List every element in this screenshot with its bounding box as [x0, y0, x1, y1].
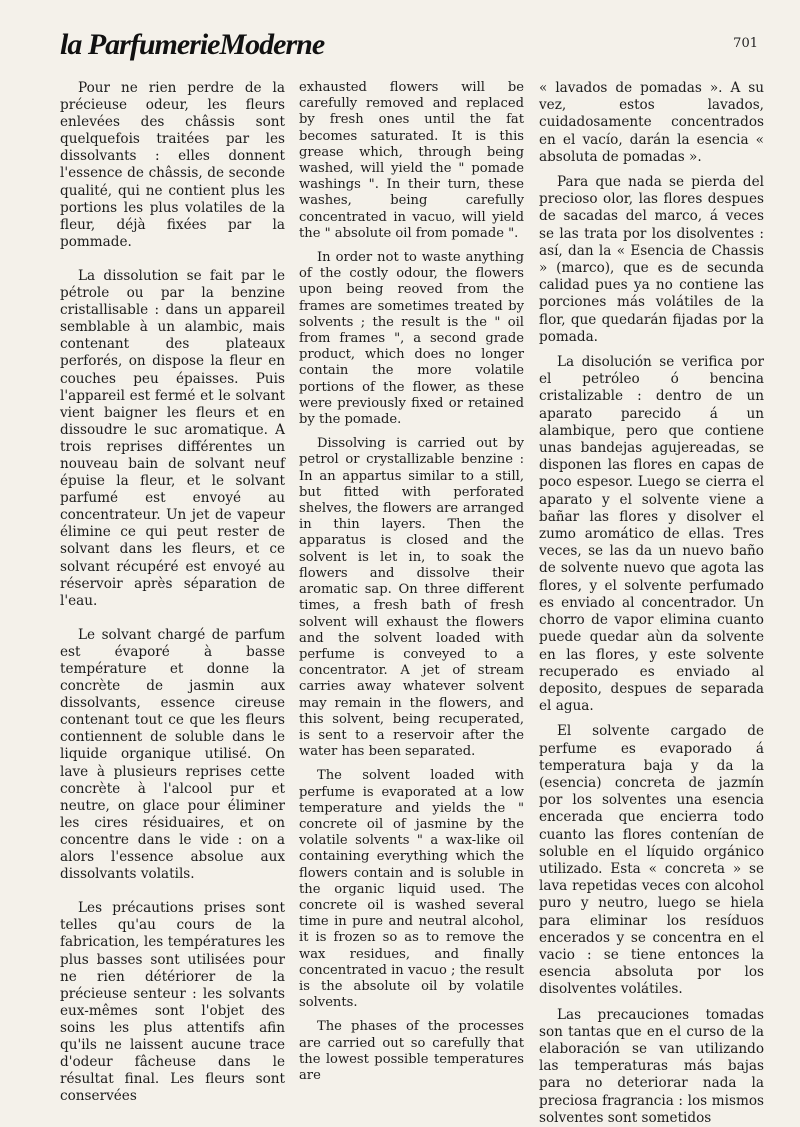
paragraph: exhausted flowers will be carefully removed and replaced by fresh ones until the fat becomes saturated. It is this grease which, through being washed, will yield the " pomade washings ". In their turn, these washes, being carefully concentrated in vacuo, will yield the " absolute oil from pomade ". [299, 80, 524, 241]
paragraph: In order not to waste anything of the costly odour, the flowers upon being reoved from the frames are sometimes treated by solvents ; the result is the " oil from frames ", a second grade product, which does no longer contain the more volatile portions of the flower, as these were previously fixed or retained by the pomade. [299, 250, 524, 428]
paragraph: La dissolution se fait par le pétrole ou par la benzine cristallisable : dans un appareil semblable à un alambic, mais contenant des plateaux perforés, on dispose la fleur en couches peu épaisses. Puis l'appareil est fermé et le solvant vient baigner les fleurs et en dissoudre le suc aromatique. A trois reprises différentes un nouveau bain de solvant neuf épuise la fleur, et le solvant parfumé est envoyé au concentrateur. Un jet de vapeur élimine ce qui peut rester de solvant dans les fleurs, et ce solvant récupéré est envoyé au réservoir après séparation de l'eau. [60, 267, 285, 609]
paragraph: « lavados de pomadas ». A su vez, estos lavados, cuidadosamente concentrados en el vacío, darán la esencia « absoluta de pomadas ». [539, 80, 764, 165]
paragraph: Le solvant chargé de parfum est évaporé à basse température et donne la concrète de jasmin aux dissolvants, essence cireuse contenant tout ce que les fleurs contiennent de soluble dans le liquide organique utilisé. On lave à plusieurs reprises cette concrète à l'alcool pur et neutre, on glace pour éliminer les cires résiduaires, et on concentre dans le vide : on a alors l'essence absolue aux dissolvants volatils. [60, 626, 285, 883]
paragraph: Pour ne rien perdre de la précieuse odeur, les fleurs enlevées des châssis sont quelquefois traitées par les dissolvants : elles donnent l'essence de châssis, de seconde qualité, qui ne contient plus les portions les plus volatiles de la fleur, déjà fixées par la pommade. [60, 80, 285, 250]
column-french [60, 80, 285, 1105]
column-english [299, 80, 524, 1083]
column-spanish [539, 80, 764, 1126]
paragraph: The phases of the processes are carried out so carefully that the lowest possible temperatures are [299, 1019, 524, 1083]
paragraph: Les précautions prises sont telles qu'au cours de la fabrication, les températures les plus basses sont utilisées pour ne rien détériorer de la précieuse senteur : les solvants eux-mêmes sont l'objet des soins les plus attentifs afin qu'ils ne laissent aucune trace d'odeur fâcheuse dans le résultat final. Les fleurs sont conservées [60, 900, 285, 1105]
paragraph: The solvent loaded with perfume is evaporated at a low temperature and yields the " concrete oil of jasmine by the volatile solvents " a wax-like oil containing everything which the flowers contain and is soluble in the organic liquid used. The concrete oil is washed several time in pure and neutral alcohol, it is frozen so as to remove the wax residues, and finally concentrated in vacuo ; the result is the absolute oil by volatile solvents. [299, 768, 524, 1011]
paragraph: Dissolving is carried out by petrol or crystallizable benzine : In an appartus similar to a still, but fitted with perforated shelves, the flowers are arranged in thin layers. Then the apparatus is closed and the solvent is let in, to soak the flowers and dissolve their aromatic sap. On three different times, a fresh bath of fresh solvent will exhaust the flowers and the solvent loaded with perfume is conveyed to a concentrator. A jet of stream carries away whatever solvent may remain in the flowers, and this solvent, being recuperated, is sent to a reservoir after the water has been separated. [299, 436, 524, 760]
paragraph: La disolución se verifica por el petróleo ó bencina cristalizable : dentro de un aparato parecido á un alambique, pero que contiene unas bandejas agujereadas, se disponen las flores en capas de poco espesor. Luego se cierra el aparato y el solvente viene a bañar las flores y disolver el zumo aromático de ellas. Tres veces, se las da un nuevo baño de solvente nuevo que agota las flores, y el solvente perfumado es enviado al concentrador. Un chorro de vapor elimina cuanto puede quedar aùn da solvente en las flores, y este solvente recuperado es enviado al deposito, despues de separada el agua. [539, 354, 764, 715]
paragraph: Las precauciones tomadas son tantas que en el curso de la elaboración se van utilizando las temperaturas más bajas para no deteriorar nada la preciosa fragrancia : los mismos solventes sont sometidos [539, 1006, 764, 1126]
page-number: 701 [733, 36, 758, 51]
paragraph: El solvente cargado de perfume es evaporado á temperatura baja y da la (esencia) concreta de jazmín por los solventes una esencia encerada que encierra todo cuanto las flores contenían de soluble en el líquido orgánico utilizado. Esta « concreta » se lava repetidas veces con alcohol puro y neutro, luego se hiela para eliminar los resíduos encerados y se concentra en el vacio : se tiene entonces la esencia absoluta por los disolventes volátiles. [539, 723, 764, 998]
paragraph: Para que nada se pierda del precioso olor, las flores despues de sacadas del marco, á veces se las trata por los disolventes : así, dan la « Esencia de Chassis » (marco), que es de secunda calidad pues ya no contiene las porciones más volátiles de la flor, que quedarán fijadas por la pomada. [539, 174, 764, 345]
masthead-logo: la ParfumerieModerne [60, 28, 325, 61]
